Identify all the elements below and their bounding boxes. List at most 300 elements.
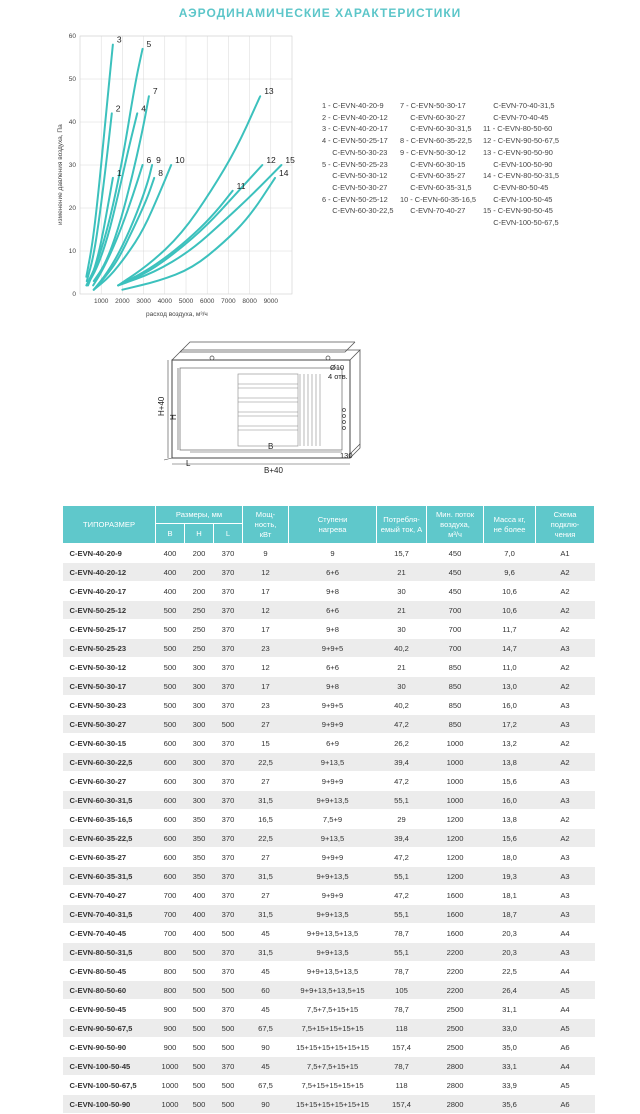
table-cell: 16,0	[484, 696, 536, 715]
table-cell: A3	[536, 848, 595, 867]
table-row	[63, 1038, 595, 1057]
table-cell: 9+13,5	[289, 753, 377, 772]
table-cell: 78,7	[377, 1000, 427, 1019]
table-cell: 370	[214, 696, 243, 715]
legend-entry: C-EVN-80-50-45	[483, 182, 549, 192]
table-cell: 2200	[427, 943, 484, 962]
x-tick-label: 6000	[199, 298, 215, 305]
legend-entry: C-EVN-60-30-15	[400, 159, 466, 169]
model-cell: C-EVN-100-50-90	[63, 1095, 156, 1114]
table-cell: A3	[536, 639, 595, 658]
table-cell: 600	[156, 867, 185, 886]
model-cell: C-EVN-50-25-23	[63, 639, 156, 658]
model-cell: C-EVN-40-20-17	[63, 582, 156, 601]
table-cell: 900	[156, 1000, 185, 1019]
table-cell: 370	[214, 886, 243, 905]
table-cell: 105	[377, 981, 427, 1000]
table-cell: 9+9+9	[289, 715, 377, 734]
table-cell: 20,3	[484, 943, 536, 962]
table-cell: 35,0	[484, 1038, 536, 1057]
legend-entry: C-EVN-50-30-12	[322, 171, 388, 181]
x-tick-label: 4000	[157, 298, 173, 305]
x-tick-label: 8000	[242, 298, 257, 305]
table-cell: 370	[214, 962, 243, 981]
table-cell: A4	[536, 924, 595, 943]
table-row	[63, 715, 595, 734]
table-row	[63, 848, 595, 867]
legend-entry: C-EVN-60-30-27	[400, 112, 466, 122]
table-cell: 400	[156, 544, 185, 563]
legend-entry: 2 - C-EVN-40-20-12	[322, 112, 388, 122]
header-l: L	[214, 524, 243, 544]
table-cell: 500	[185, 1095, 214, 1114]
table-cell: 78,7	[377, 924, 427, 943]
model-cell: C-EVN-50-25-17	[63, 620, 156, 639]
table-cell: A6	[536, 1038, 595, 1057]
hole-count: 4 отв.	[328, 372, 348, 381]
table-cell: 500	[185, 1057, 214, 1076]
table-row	[63, 563, 595, 582]
table-cell: A2	[536, 582, 595, 601]
table-cell: A2	[536, 810, 595, 829]
table-cell: 400	[185, 924, 214, 943]
table-cell: 157,4	[377, 1095, 427, 1114]
table-cell: 700	[427, 601, 484, 620]
curve-label-4: 4	[141, 103, 146, 114]
table-cell: 500	[214, 1019, 243, 1038]
table-cell: 18,7	[484, 905, 536, 924]
legend-entry: C-EVN-100-50-67,5	[483, 218, 559, 228]
table-cell: 400	[156, 582, 185, 601]
table-cell: 1000	[427, 734, 484, 753]
table-cell: A5	[536, 1076, 595, 1095]
x-tick-label: 5000	[178, 298, 194, 305]
table-cell: 35,6	[484, 1095, 536, 1114]
table-row	[63, 962, 595, 981]
model-cell: C-EVN-50-30-27	[63, 715, 156, 734]
y-axis-label: изменение давления воздуха, Па	[57, 124, 64, 225]
table-cell: 1000	[427, 772, 484, 791]
model-cell: C-EVN-60-30-31,5	[63, 791, 156, 810]
table-cell: 600	[156, 810, 185, 829]
dim-h: H	[169, 414, 178, 420]
legend-entry: 9 - C-EVN-50-30-12	[400, 147, 466, 157]
curve-label-11: 11	[236, 180, 246, 191]
y-tick-label: 10	[68, 248, 76, 255]
x-tick-label: 7000	[221, 298, 236, 305]
table-cell: A1	[536, 544, 595, 563]
table-cell: 6+6	[289, 601, 377, 620]
table-row	[63, 677, 595, 696]
model-cell: C-EVN-60-35-22,5	[63, 829, 156, 848]
table-cell: 9	[289, 544, 377, 563]
dim-depth: 130	[340, 451, 353, 460]
table-cell: 400	[156, 563, 185, 582]
table-cell: 9+9+5	[289, 639, 377, 658]
table-cell: 400	[185, 886, 214, 905]
model-cell: C-EVN-50-25-12	[63, 601, 156, 620]
table-row	[63, 601, 595, 620]
table-cell: 31,5	[243, 867, 289, 886]
header-h: H	[185, 524, 214, 544]
table-row	[63, 620, 595, 639]
table-cell: 9+9+9	[289, 848, 377, 867]
table-cell: 300	[185, 772, 214, 791]
table-cell: 300	[185, 791, 214, 810]
table-cell: A3	[536, 886, 595, 905]
table-cell: 16,5	[243, 810, 289, 829]
table-cell: 31,5	[243, 943, 289, 962]
table-cell: 27	[243, 886, 289, 905]
table-cell: 45	[243, 1000, 289, 1019]
table-cell: 39,4	[377, 829, 427, 848]
curve-label-6: 6	[146, 155, 152, 165]
header-model: ТИПОРАЗМЕР	[63, 506, 156, 544]
table-cell: 370	[214, 791, 243, 810]
header-b: B	[156, 524, 185, 544]
dim-b40: B+40	[264, 466, 283, 475]
table-cell: 500	[214, 1095, 243, 1114]
table-row	[63, 582, 595, 601]
table-cell: 13,2	[484, 734, 536, 753]
table-cell: 500	[156, 620, 185, 639]
spec-table	[62, 505, 595, 1114]
table-cell: 67,5	[243, 1019, 289, 1038]
table-row	[63, 1095, 595, 1114]
curve-label-13: 13	[264, 86, 274, 97]
model-cell: C-EVN-80-50-45	[63, 962, 156, 981]
table-cell: 1600	[427, 924, 484, 943]
header-flow: Мин. поток воздуха, м³/ч	[427, 506, 484, 544]
table-cell: 2200	[427, 962, 484, 981]
curve-label-1: 1	[116, 167, 122, 178]
curve-label-5: 5	[146, 38, 152, 49]
table-cell: 900	[156, 1019, 185, 1038]
table-cell: 45	[243, 924, 289, 943]
table-cell: A4	[536, 1000, 595, 1019]
model-cell: C-EVN-50-30-12	[63, 658, 156, 677]
table-cell: 31,1	[484, 1000, 536, 1019]
table-cell: 600	[156, 848, 185, 867]
table-cell: 15,6	[484, 829, 536, 848]
curve-label-12: 12	[266, 155, 276, 165]
table-cell: 2500	[427, 1019, 484, 1038]
x-tick-label: 3000	[136, 298, 151, 305]
table-row	[63, 829, 595, 848]
table-cell: 90	[243, 1038, 289, 1057]
table-cell: 118	[377, 1019, 427, 1038]
table-row	[63, 943, 595, 962]
legend-entry: C-EVN-60-30-22,5	[322, 206, 394, 216]
legend-entry: 1 - C-EVN-40-20-9	[322, 101, 384, 110]
table-cell: 40,2	[377, 639, 427, 658]
table-cell: 157,4	[377, 1038, 427, 1057]
table-cell: 18,0	[484, 848, 536, 867]
table-cell: 21	[377, 658, 427, 677]
table-cell: 500	[214, 1038, 243, 1057]
table-cell: 7,5+9	[289, 810, 377, 829]
curve-label-10: 10	[175, 155, 185, 165]
table-cell: 500	[156, 658, 185, 677]
table-cell: 500	[185, 1038, 214, 1057]
table-cell: 370	[214, 829, 243, 848]
table-cell: A3	[536, 696, 595, 715]
table-cell: 370	[214, 601, 243, 620]
model-cell: C-EVN-80-50-31,5	[63, 943, 156, 962]
model-cell: C-EVN-70-40-31,5	[63, 905, 156, 924]
table-cell: 300	[185, 696, 214, 715]
x-axis-label: расход воздуха, м³/ч	[146, 311, 208, 318]
table-cell: 27	[243, 715, 289, 734]
table-cell: 33,9	[484, 1076, 536, 1095]
table-cell: A4	[536, 1057, 595, 1076]
table-cell: 370	[214, 810, 243, 829]
table-cell: 500	[156, 715, 185, 734]
table-cell: A2	[536, 658, 595, 677]
table-cell: A3	[536, 772, 595, 791]
table-cell: 47,2	[377, 715, 427, 734]
table-row	[63, 734, 595, 753]
table-cell: A2	[536, 753, 595, 772]
table-cell: 370	[214, 1000, 243, 1019]
legend-entry: 6 - C-EVN-50-25-12	[322, 194, 388, 204]
table-cell: 13,8	[484, 810, 536, 829]
table-cell: 800	[156, 981, 185, 1000]
curve-10	[94, 165, 171, 290]
table-cell: 30	[377, 677, 427, 696]
table-cell: A3	[536, 791, 595, 810]
table-cell: 12	[243, 601, 289, 620]
curve-label-7: 7	[152, 86, 158, 97]
table-cell: 600	[156, 791, 185, 810]
model-cell: C-EVN-90-50-67,5	[63, 1019, 156, 1038]
table-cell: 200	[185, 563, 214, 582]
table-cell: 33,1	[484, 1057, 536, 1076]
table-cell: 370	[214, 544, 243, 563]
table-cell: 200	[185, 582, 214, 601]
table-cell: 370	[214, 905, 243, 924]
table-cell: 300	[185, 734, 214, 753]
table-cell: 17	[243, 677, 289, 696]
x-tick-label: 2000	[115, 298, 130, 305]
model-cell: C-EVN-50-30-17	[63, 677, 156, 696]
table-cell: 9+9+9	[289, 772, 377, 791]
table-cell: 250	[185, 620, 214, 639]
table-row	[63, 696, 595, 715]
table-cell: 800	[156, 962, 185, 981]
curve-label-9: 9	[156, 155, 161, 165]
model-cell: C-EVN-40-20-12	[63, 563, 156, 582]
legend-entry: C-EVN-50-30-23	[322, 147, 388, 157]
table-cell: 450	[427, 563, 484, 582]
model-cell: C-EVN-100-50-45	[63, 1057, 156, 1076]
legend-column-1	[322, 100, 393, 217]
table-cell: 600	[156, 829, 185, 848]
legend-column-2	[400, 100, 476, 217]
dim-b: B	[268, 442, 274, 451]
table-cell: 9+9+13,5	[289, 867, 377, 886]
legend-entry: C-EVN-50-30-27	[322, 182, 388, 192]
table-cell: 350	[185, 867, 214, 886]
legend-entry: C-EVN-70-40-45	[483, 112, 549, 122]
table-cell: 14,7	[484, 639, 536, 658]
y-tick-label: 50	[68, 76, 76, 83]
curve-label-15: 15	[285, 155, 295, 165]
legend-entry: C-EVN-100-50-90	[483, 159, 553, 169]
curve-label-3: 3	[116, 34, 122, 45]
legend-entry: 3 - C-EVN-40-20-17	[322, 124, 388, 134]
model-cell: C-EVN-50-30-23	[63, 696, 156, 715]
table-cell: 300	[185, 753, 214, 772]
table-cell: 45	[243, 962, 289, 981]
table-cell: 7,5+7,5+15+15	[289, 1000, 377, 1019]
table-cell: 47,2	[377, 886, 427, 905]
table-cell: 78,7	[377, 962, 427, 981]
table-cell: 21	[377, 601, 427, 620]
section-title: АЭРОДИНАМИЧЕСКИЕ ХАРАКТЕРИСТИКИ	[178, 6, 462, 20]
table-row	[63, 1000, 595, 1019]
legend-entry: C-EVN-70-40-31,5	[483, 101, 555, 110]
table-cell: 500	[214, 981, 243, 1000]
table-row	[63, 639, 595, 658]
table-cell: 22,5	[243, 829, 289, 848]
table-cell: 700	[156, 924, 185, 943]
table-cell: A2	[536, 829, 595, 848]
table-cell: 700	[156, 886, 185, 905]
table-cell: 11,0	[484, 658, 536, 677]
table-cell: 2800	[427, 1057, 484, 1076]
legend-entry: 4 - C-EVN-50-25-17	[322, 136, 388, 146]
table-cell: 9+13,5	[289, 829, 377, 848]
table-cell: 300	[185, 715, 214, 734]
legend-entry: 8 - C-EVN-60-35-22,5	[400, 136, 472, 146]
table-cell: 9+9+13,5+13,5+15	[289, 981, 377, 1000]
table-cell: 370	[214, 848, 243, 867]
table-cell: 600	[156, 753, 185, 772]
x-tick-label: 1000	[93, 298, 109, 305]
table-cell: 10,6	[484, 601, 536, 620]
table-cell: 2500	[427, 1000, 484, 1019]
table-cell: 22,5	[243, 753, 289, 772]
table-cell: 20,3	[484, 924, 536, 943]
table-cell: 700	[427, 620, 484, 639]
table-cell: 450	[427, 544, 484, 563]
table-cell: 370	[214, 639, 243, 658]
table-cell: 55,1	[377, 867, 427, 886]
table-cell: 27	[243, 772, 289, 791]
header-stages: Ступени нагрева	[289, 506, 377, 544]
table-cell: 13,0	[484, 677, 536, 696]
table-cell: 370	[214, 1057, 243, 1076]
table-cell: 1000	[427, 791, 484, 810]
table-cell: 9+9+13,5+13,5	[289, 962, 377, 981]
table-cell: A2	[536, 620, 595, 639]
header-scheme: Схема подклю- чения	[536, 506, 595, 544]
table-cell: 47,2	[377, 848, 427, 867]
table-cell: 67,5	[243, 1076, 289, 1095]
table-cell: 12	[243, 658, 289, 677]
curve-label-14: 14	[279, 167, 289, 178]
table-cell: 9+9+13,5	[289, 943, 377, 962]
table-cell: 370	[214, 867, 243, 886]
legend-entry: C-EVN-70-40-27	[400, 206, 466, 216]
table-cell: 118	[377, 1076, 427, 1095]
table-cell: 370	[214, 753, 243, 772]
curve-4	[87, 113, 137, 285]
table-cell: 11,7	[484, 620, 536, 639]
table-cell: 55,1	[377, 905, 427, 924]
table-cell: 23	[243, 639, 289, 658]
legend-entry: 13 - C-EVN-90-50-90	[483, 147, 553, 157]
table-cell: 500	[185, 943, 214, 962]
header-current: Потребля- емый ток, А	[377, 506, 427, 544]
table-cell: 500	[185, 1076, 214, 1095]
table-cell: 26,4	[484, 981, 536, 1000]
table-cell: 1000	[427, 753, 484, 772]
model-cell: C-EVN-70-40-27	[63, 886, 156, 905]
table-cell: 370	[214, 677, 243, 696]
table-cell: 450	[427, 582, 484, 601]
table-cell: 27	[243, 848, 289, 867]
table-cell: 6+9	[289, 734, 377, 753]
table-cell: 1000	[156, 1095, 185, 1114]
table-cell: 1000	[156, 1076, 185, 1095]
table-cell: 16,0	[484, 791, 536, 810]
table-cell: 2800	[427, 1095, 484, 1114]
table-cell: 700	[427, 639, 484, 658]
legend-entry: C-EVN-100-50-45	[483, 194, 553, 204]
legend-entry: C-EVN-60-35-31,5	[400, 182, 472, 192]
table-cell: 370	[214, 734, 243, 753]
model-cell: C-EVN-60-30-22,5	[63, 753, 156, 772]
table-cell: 1200	[427, 848, 484, 867]
table-cell: 300	[185, 677, 214, 696]
table-cell: 500	[185, 981, 214, 1000]
table-cell: 1200	[427, 829, 484, 848]
y-tick-label: 20	[68, 205, 76, 212]
table-cell: 350	[185, 810, 214, 829]
table-cell: 33,0	[484, 1019, 536, 1038]
curve-label-2: 2	[115, 103, 121, 114]
table-cell: A2	[536, 734, 595, 753]
table-cell: 800	[156, 943, 185, 962]
table-cell: 9+8	[289, 582, 377, 601]
legend-entry: 11 - C-EVN-80-50-60	[483, 124, 553, 134]
header-mass: Масса кг, не более	[484, 506, 536, 544]
table-cell: 1200	[427, 810, 484, 829]
table-row	[63, 867, 595, 886]
table-cell: 9+9+13,5	[289, 905, 377, 924]
table-cell: 500	[185, 962, 214, 981]
table-cell: 9+9+9	[289, 886, 377, 905]
table-cell: 21	[377, 563, 427, 582]
table-cell: 850	[427, 696, 484, 715]
table-cell: 500	[156, 677, 185, 696]
table-cell: 500	[185, 1019, 214, 1038]
table-cell: A3	[536, 867, 595, 886]
table-row	[63, 905, 595, 924]
table-cell: 370	[214, 563, 243, 582]
heater-dimension-drawing	[157, 340, 400, 480]
legend-entry: C-EVN-60-35-27	[400, 171, 466, 181]
table-cell: 15,6	[484, 772, 536, 791]
model-cell: C-EVN-60-35-16,5	[63, 810, 156, 829]
table-cell: 9,6	[484, 563, 536, 582]
table-cell: A4	[536, 962, 595, 981]
table-cell: 400	[185, 905, 214, 924]
legend-entry: 7 - C-EVN-50-30-17	[400, 101, 466, 110]
x-tick-label: 9000	[263, 298, 279, 305]
